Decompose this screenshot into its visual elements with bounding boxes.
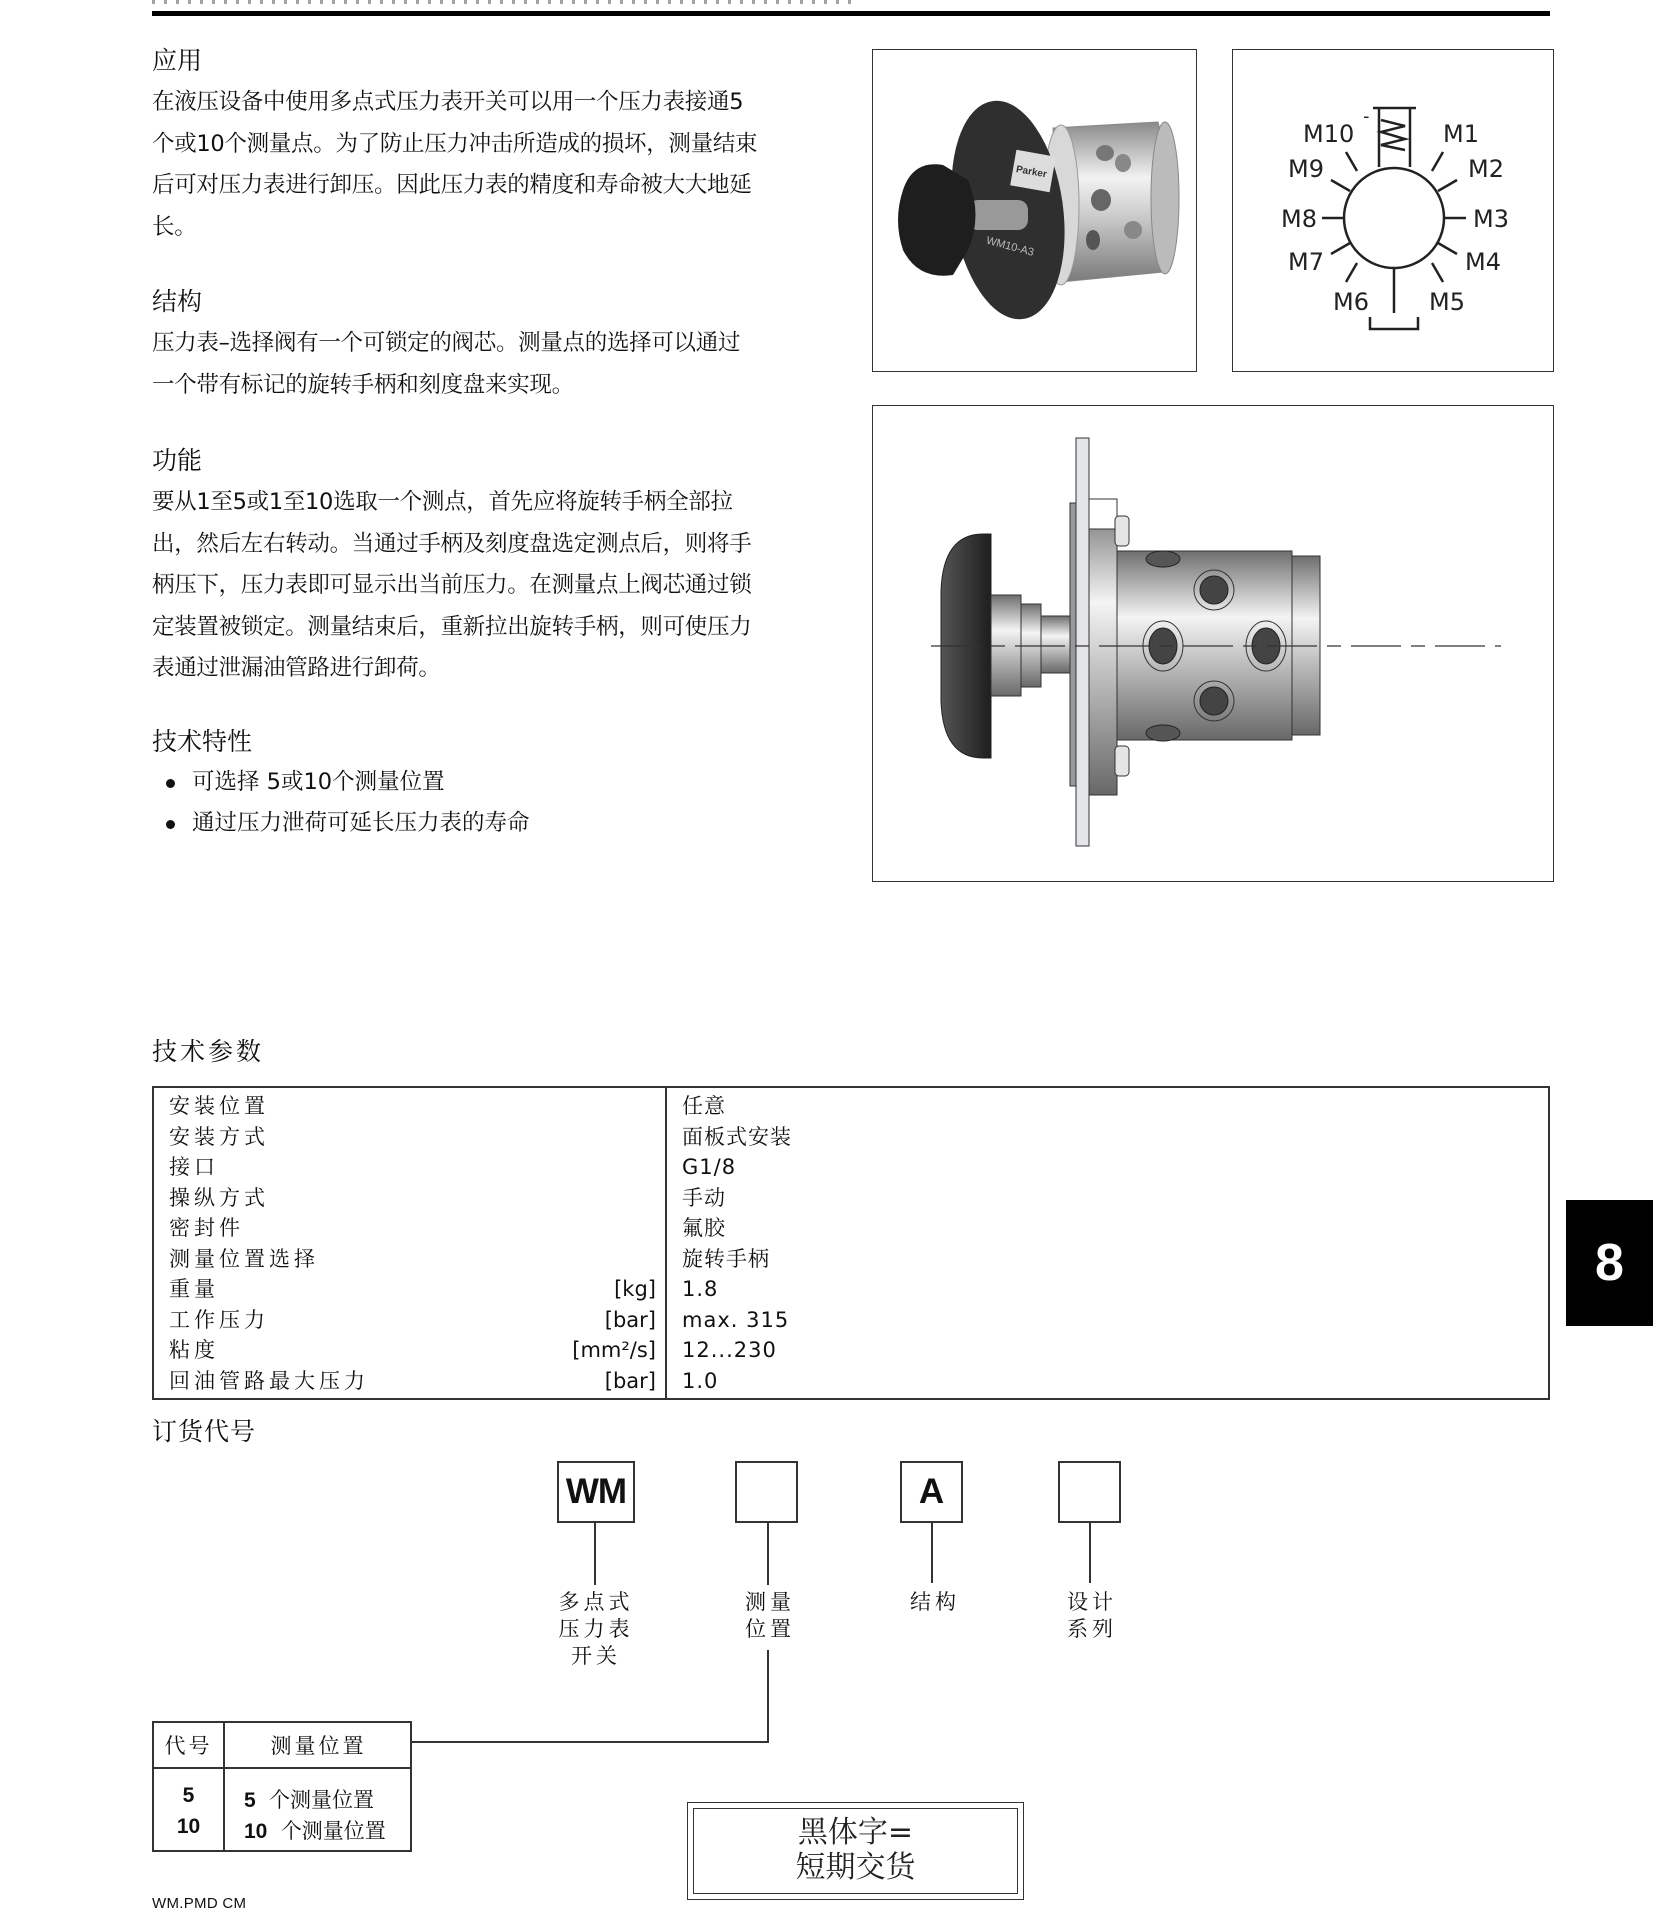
bullet-icon [166,820,175,829]
code-label-structure: 结构 [910,1590,960,1614]
bold-type-legend [687,1802,1024,1900]
header-rule [152,11,1550,16]
connector-line [767,1523,769,1585]
text-line: 一个带有标记的旋转手柄和刻度盘来实现。 [152,371,574,398]
connector-line [412,1741,769,1743]
application-text [152,82,842,248]
hydraulic-symbol [1232,49,1554,372]
connector-line [931,1523,933,1583]
section-title-features: 技术特性 [152,727,253,756]
bullet-icon [166,779,175,788]
table-row: 重量 [kg] 1.8 [169,1277,719,1301]
function-text [152,482,842,690]
section-title-tech-params: 技术参数 [152,1037,265,1066]
table-header: 代号 [164,1734,213,1758]
table-cell-desc: 10 个测量位置 [244,1819,386,1843]
connector-line [1089,1523,1091,1583]
svg-text:M7: M7 [1288,248,1324,276]
svg-text:Parker: Parker [1015,164,1048,181]
table-row: 粘度 [mm²/s] 12...230 [169,1338,777,1362]
svg-text:M10: M10 [1303,120,1355,148]
svg-text:M4: M4 [1465,248,1501,276]
table-row: 工作压力 [bar] max. 315 [169,1307,790,1332]
code-box-positions [735,1461,798,1523]
text-line: 定装置被锁定。测量结束后，重新拉出旋转手柄，则可使压力 [152,613,752,640]
legend-line: 黑体字= [797,1815,914,1850]
table-row: 安装方式 面板式安装 [169,1124,792,1149]
table-row: 操纵方式 手动 [169,1185,726,1210]
svg-text:M5: M5 [1429,288,1465,316]
text-line: 个或10个测量点。为了防止压力冲击所造成的损坏，测量结束 [152,130,758,157]
svg-text:M6: M6 [1333,288,1369,316]
structure-text [152,323,842,406]
chapter-tab: 8 [1566,1200,1653,1326]
valve-photo-icon [873,50,1195,370]
code-label-wm: 多点式 压力表 开关 [558,1590,634,1668]
section-title-function: 功能 [152,446,203,475]
table-cell-desc: 5 个测量位置 [244,1788,375,1812]
text-line: 后可对压力表进行卸压。因此压力表的精度和寿命被大大地延 [152,172,752,198]
connector-line [767,1650,769,1742]
code-box-series [1058,1461,1121,1523]
table-cell-code: 10 [176,1815,201,1838]
table-header: 测量位置 [270,1734,367,1758]
code-label-series: 设计 系列 [1067,1590,1117,1641]
features-list [152,762,530,844]
svg-text:-: - [1363,106,1370,127]
position-table [152,1721,412,1852]
feature-item: 可选择 5或10个测量位置 [152,762,530,803]
svg-text:M8: M8 [1281,205,1317,233]
text-line: 在液压设备中使用多点式压力表开关可以用一个压力表接通5 [152,89,744,115]
svg-text:M1: M1 [1443,120,1479,148]
product-photo [872,49,1197,372]
connector-line [594,1523,596,1585]
table-row: 密封件 氟胶 [169,1216,726,1240]
code-label-positions: 测量 位置 [745,1590,795,1641]
table-row: 测量位置选择 旋转手柄 [169,1246,770,1271]
selector-symbol-icon [1233,50,1552,370]
table-row: 接口 G1/8 [169,1155,737,1179]
text-line: 柄压下，压力表即可显示出当前压力。在测量点上阀芯通过锁 [152,572,752,598]
text-line: 要从1至5或1至10选取一个测点，首先应将旋转手柄全部拉 [152,489,733,515]
svg-text:M3: M3 [1473,205,1509,233]
table-cell-code: 5 [182,1784,195,1807]
table-row: 回油管路最大压力 [bar] 1.0 [169,1368,719,1393]
text-line: 表通过泄漏油管路进行卸荷。 [152,655,441,681]
text-line: 长。 [152,213,197,240]
svg-text:M9: M9 [1288,155,1324,183]
svg-text:M2: M2 [1468,155,1504,183]
header-cut-text [152,0,852,4]
text-line: 压力表–选择阀有一个可锁定的阀芯。测量点的选择可以通过 [152,330,741,356]
text-line: 出，然后左右转动。当通过手柄及刻度盘选定测点后，则将手 [152,530,752,557]
tech-params-table [152,1086,1550,1400]
legend-line: 短期交货 [795,1850,916,1885]
code-box-structure: A [900,1461,963,1523]
section-title-structure: 结构 [152,287,203,316]
section-title-order-code: 订货代号 [152,1417,257,1446]
feature-item: 通过压力泄荷可延长压力表的寿命 [152,803,530,844]
valve-drawing-icon [873,406,1552,880]
code-box-wm: WM [557,1461,635,1523]
table-row: 安装位置 任意 [169,1094,726,1118]
header-divider [154,1767,410,1769]
footer-file-ref: WM.PMD CM [152,1895,247,1912]
svg-text:WM10-A3: WM10-A3 [984,234,1036,259]
side-view-drawing [872,405,1554,882]
section-title-application: 应用 [152,46,203,75]
